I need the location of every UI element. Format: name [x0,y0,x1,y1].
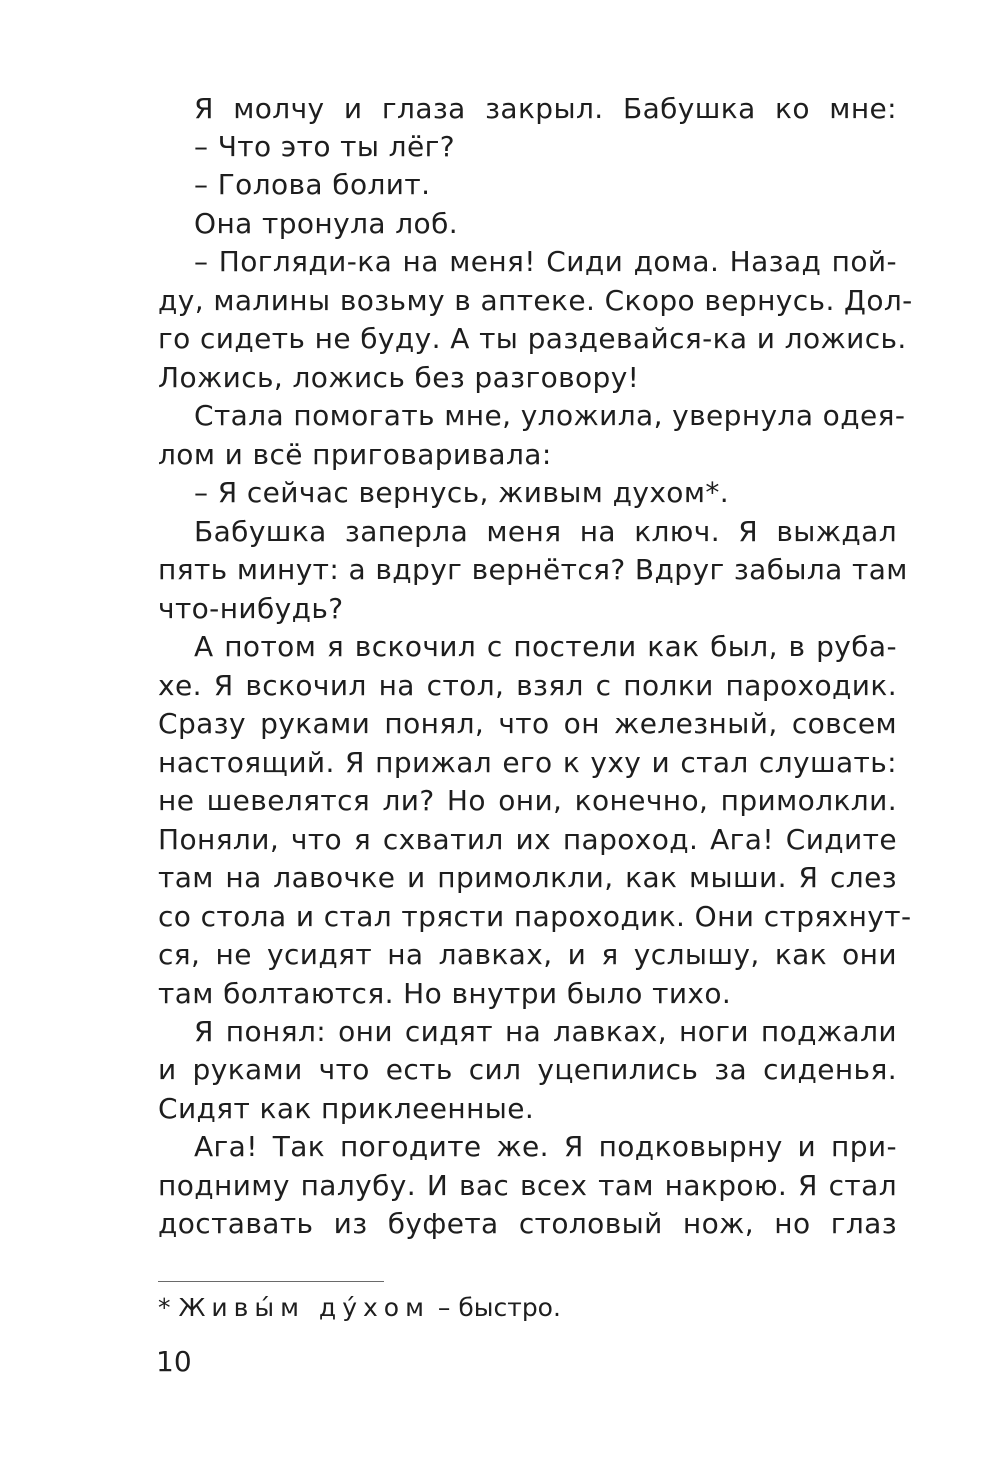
text-line: Сидят как приклеенные. [158,1092,535,1125]
text-line: – Погляди-ка на меня! Сиди дома. Назад пой- [194,245,897,278]
text-line: доставать из буфета столовый нож, но глаз [158,1207,897,1240]
text-line: ся, не усидят на лавках, и я услышу, как они [158,938,897,971]
text-line: – Что это ты лёг? [194,130,455,163]
text-line: настоящий. Я прижал его к уху и стал слушать: [158,746,897,779]
text-line: – Голова болит. [194,168,431,201]
text-line: там болтаются. Но внутри было тихо. [158,977,732,1010]
footnote-marker: * [158,1293,171,1322]
text-line: там на лавочке и примолкли, как мыши. Я слез [158,861,897,894]
footnote-divider [158,1281,384,1282]
text-line: Я понял: они сидят на лавках, ноги поджали [194,1015,897,1048]
text-line: со стола и стал трясти пароходик. Они стряхнут- [158,900,912,933]
text-line: Стала помогать мне, уложила, увернула одея- [194,399,906,432]
text-line: Ложись, ложись без разговору! [158,361,640,394]
text-line: пять минут: а вдруг вернётся? Вдруг забыла там [158,553,908,586]
text-line: лом и всё приговаривала: [158,438,552,471]
footnote [158,1292,561,1324]
text-line: Бабушка заперла меня на ключ. Я выждал [194,515,897,548]
text-line: Поняли, что я схватил их пароход. Ага! Сидите [158,823,897,856]
text-line: – Я сейчас вернусь, живым духом*. [194,476,730,509]
text-line: Она тронула лоб. [194,207,459,240]
text-line: Ага! Так погодите же. Я подковырну и при- [194,1130,897,1163]
text-line: ду, малины возьму в аптеке. Скоро вернусь. Дол- [158,284,913,317]
text-line: го сидеть не буду. А ты раздевайся-ка и ложись. [158,322,907,355]
footnote-term: Живы́м ду́хом [178,1293,430,1322]
text-line: не шевелятся ли? Но они, конечно, примолкли. [158,784,897,817]
text-line: подниму палубу. И вас всех там накрою. Я стал [158,1169,897,1202]
text-line: Сразу руками понял, что он железный, совсем [158,707,897,740]
text-line: хе. Я вскочил на стол, взял с полки пароходик. [158,669,897,702]
text-line: что-нибудь? [158,592,344,625]
page-number: 10 [156,1345,192,1378]
text-line: и руками что есть сил уцепились за сиденья. [158,1053,897,1086]
footnote-definition: – быстро. [437,1293,561,1322]
text-line: А потом я вскочил с постели как был, в руба- [194,630,897,663]
text-line: Я молчу и глаза закрыл. Бабушка ко мне: [194,92,897,125]
